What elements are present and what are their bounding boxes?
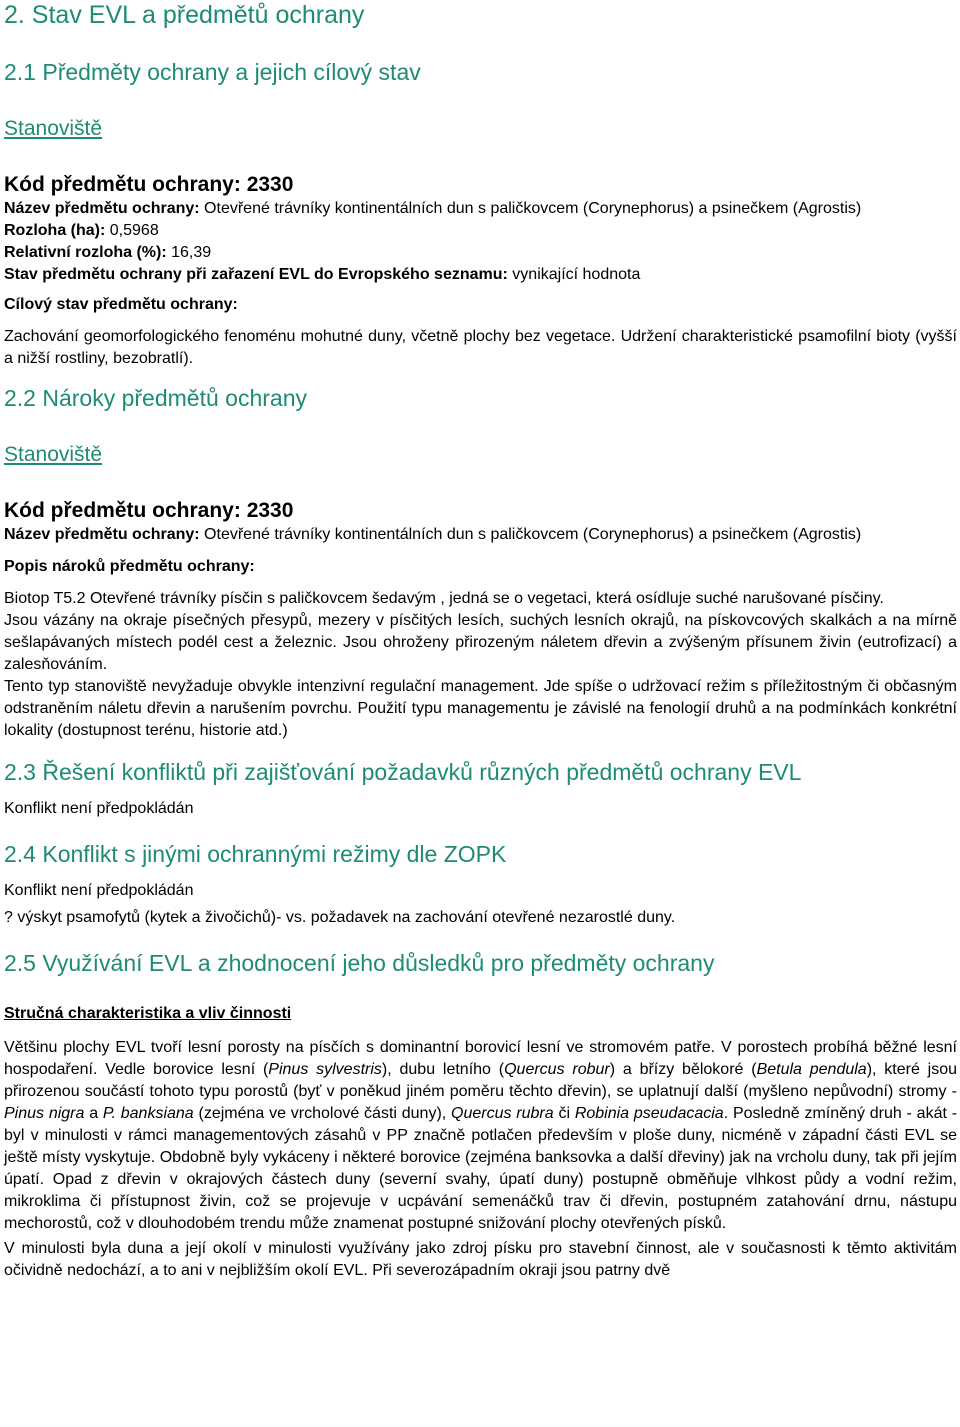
section-heading-2-1: 2.1 Předměty ochrany a jejich cílový stav [4,59,421,85]
species-name: Pinus nigra [4,1105,85,1122]
text-run: ), dubu letního ( [381,1061,505,1078]
text-run: (zejména ve vrcholové části duny), [193,1105,452,1122]
habitat-heading: Stanoviště [4,117,103,140]
conflict-text: Konflikt není předpokládán [4,800,194,817]
text-run: či [553,1105,575,1122]
habitat-code: Kód předmětu ochrany: 2330 [4,173,294,196]
conflict-zopk-text: Konflikt není předpokládán [4,882,194,899]
status-value: vynikající hodnota [507,266,641,283]
relative-area-row [4,242,957,264]
species-name: Robinia pseudacacia [574,1105,724,1122]
text-run: ) a břízy bělokoré ( [609,1061,757,1078]
species-name: Quercus robur [504,1061,610,1078]
activity-heading: Stručná charakteristika a vliv činnosti [4,1005,292,1022]
conflict-zopk-note: ? výskyt psamofytů (kytek a živočichů)- vs. požadavek na zachování otevřené nezarostlé duny. [4,909,676,926]
area-row [4,220,957,242]
area-value: 0,5968 [105,222,159,239]
text-run: . Posledně zmíněný druh - akát - byl v minulosti v rámci managementových zásahů v PP značně potlačen především v ploše duny, nicméně v západní části EVL se ještě místy vyskytuje. Obdobně byly vykáceny i některé borovice (zejména banksovka a další dřeviny) jak na vrcholu duny, tak při jejím úpatí. Opad z dřevin v okrajových částech duny (severní svahy, úpatí duny) postupně obměňuje vlhkost půdy a vodní režim, mikroklima či přístupnost živin, což se projevuje v ucpávání semenáčků trav či dřevin, postupném zatahování drnu, nástupu mechorostů, což v dlouhodobém trendu může znamenat postupné snižování plochy otevřených písků. [4,1105,958,1232]
habitat-name-label: Název předmětu ochrany: [4,200,200,217]
relative-area-value: 16,39 [166,244,212,261]
requirements-label: Popis nároků předmětu ochrany: [4,558,255,575]
area-label: Rozloha (ha): [4,222,106,239]
habitat-code-2: Kód předmětu ochrany: 2330 [4,499,294,522]
section-heading-2: 2. Stav EVL a předmětů ochrany [4,1,365,29]
requirements-p2: Jsou vázány na okraje písečných přesypů, mezery v písčitých lesích, suchých lesních okrajů, na pískovcových skalkách a na mírně sešlapávaných místech podél cest a železnic. Jsou ohroženy přirozeným náletem dřevin a zvýšeným přísunem živin (eutrofizací) a zalesňováním. [4,612,957,673]
section-heading-2-4: 2.4 Konflikt s jinými ochrannými režimy dle ZOPK [4,841,507,867]
target-state-label: Cílový stav předmětu ochrany: [4,296,238,313]
species-name: P. banksiana [102,1105,194,1122]
status-row [4,264,957,286]
habitat-heading-2: Stanoviště [4,443,103,466]
habitat-name-label-2: Název předmětu ochrany: [4,526,200,543]
target-state-text: Zachování geomorfologického fenoménu mohutné duny, včetně plochy bez vegetace. Udržení charakteristické psamofilní bioty (vyšší a nižší rostliny, bezobratlí). [4,328,957,367]
species-name: Betula pendula [756,1061,867,1078]
species-name: Pinus sylvestris [268,1061,382,1078]
requirements-p3: Tento typ stanoviště nevyžaduje obvykle intenzivní regulační management. Jde spíše o udržovací režim s příležitostným či občasným odstraněním náletu dřevin a narušením povrchu. Použití typu managementu je závislé na fenologií druhů a na podmínkách konkrétní lokality (dostupnost terénu, historie atd.) [4,678,957,739]
relative-area-label: Relativní rozloha (%): [4,244,167,261]
section-heading-2-2: 2.2 Nároky předmětů ochrany [4,385,307,411]
text-run: a [84,1105,103,1122]
activity-p1 [4,1037,957,1235]
habitat-name-value-2: Otevřené trávníky kontinentálních dun s paličkovcem (Corynephorus) a psinečkem (Agrostis) [199,526,862,543]
activity-p2: V minulosti byla duna a její okolí v minulosti využívány jako zdroj písku pro stavební činnost, ale v současnosti k těmto aktivitám očividně nedochází, a to ani v nejbližším okolí EVL. Při severozápadním okraji jsou patrny dvě [4,1240,957,1279]
status-label: Stav předmětu ochrany při zařazení EVL do Evropského seznamu: [4,266,508,283]
habitat-name [4,198,957,220]
habitat-name-2 [4,524,957,546]
species-name: Quercus rubra [451,1105,554,1122]
text-run: Většinu plochy EVL tvoří lesní porosty na písčích s dominantní borovicí lesní ve stromovém patře. V porostech probíhá běžné lesní hospodaření. Vedle borovice lesní ( [4,1039,957,1078]
requirements-p1: Biotop T5.2 Otevřené trávníky písčin s paličkovcem šedavým , jedná se o vegetaci, která osídluje suché narušované písčiny. [4,590,884,607]
text-run: ), které jsou přirozenou součástí tohoto typu porostů (byť v poněkud jiném poměru těchto dřevin), se uplatnují další (myšleno nepůvodní) stromy - [4,1061,958,1100]
section-heading-2-3: 2.3 Řešení konfliktů při zajišťování požadavků různých předmětů ochrany EVL [4,759,802,785]
habitat-name-value: Otevřené trávníky kontinentálních dun s paličkovcem (Corynephorus) a psinečkem (Agrostis) [199,200,862,217]
section-heading-2-5: 2.5 Využívání EVL a zhodnocení jeho důsledků pro předměty ochrany [4,950,715,976]
